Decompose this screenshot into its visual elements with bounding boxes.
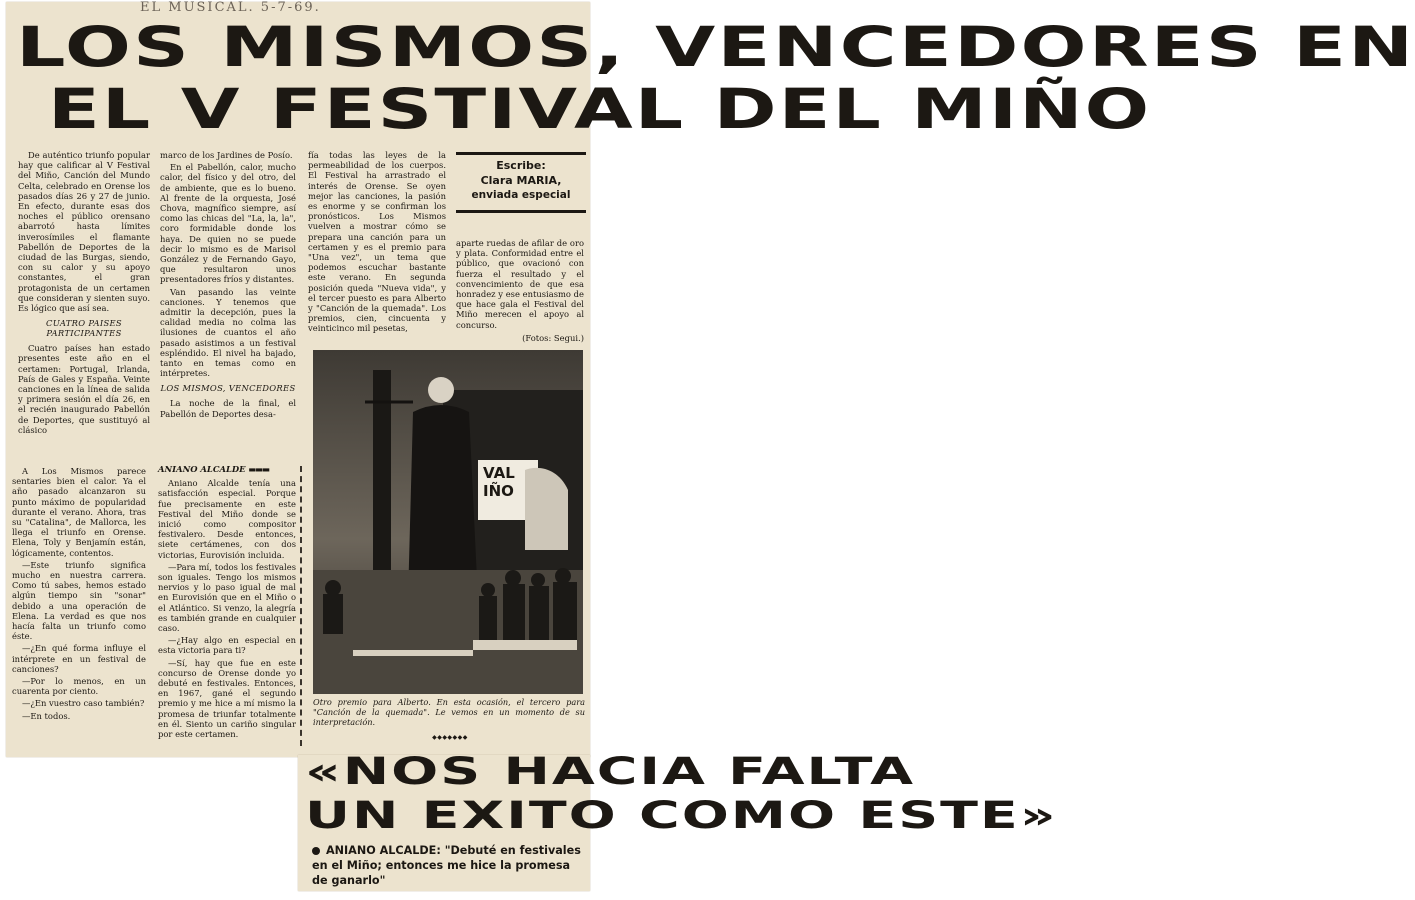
- paragraph: —¿En vuestro caso también?: [22, 698, 145, 709]
- pullquote-text: ANIANO ALCALDE: "Debuté en festivales en el Miño; entonces me hice la promesa de ganarlo": [312, 844, 581, 887]
- paragraph: marco de los Jardines de Posío.: [160, 150, 293, 160]
- handwritten-date-stamp: EL MUSICAL. 5-7-69.: [140, 0, 321, 15]
- paragraph: —¿En qué forma influye el intérprete en un festival de canciones?: [12, 643, 146, 674]
- headline-line1: LOS MISMOS, VENCEDORES EN: [16, 15, 1415, 80]
- paragraph: aparte ruedas de afilar de oro y plata. Conformidad entre el público, que ovacionó con fuerza el resultado y el convencimiento de que esa honradez y ese entusiasmo de que hace gala el Festival del Miño merecen el apoyo al concurso.: [456, 238, 584, 330]
- paragraph: —Este triunfo significa mucho en nuestra carrera. Como tú sabes, hemos estado algún tiempo sin "sonar" debido a una operación de Elena. La verdad es que nos hacía falta un triunfo como éste.: [12, 559, 146, 642]
- quote-headline-line2: UN EXITO COMO ESTE»: [305, 792, 1058, 838]
- paragraph: De auténtico triunfo popular hay que calificar al V Festival del Miño, Canción del Mundo Celta, celebrado en Orense los pasados días 26 y 27 de junio. En efecto, durante esas dos noches el público orensano abarrotó hasta límites inverosímiles el flamante Pabellón de Deportes de la ciudad de las Burgas, siendo, con su calor y su apoyo constantes, el gran protagonista de un certamen que consideran y sienten suyo. Es lógico que así sea.: [18, 150, 150, 314]
- column-2: [160, 150, 296, 421]
- paragraph: —Por lo menos, en un cuarenta por ciento.: [12, 676, 146, 697]
- paragraph: —Sí, hay que fue en este concurso de Orense donde yo debuté en festivales. Entonces, en 1967, gané el segundo premio y me hice a mí mismo la promesa de triunfar totalmente en él. Siento un cariño singular por este certamen.: [158, 657, 296, 740]
- interview-heading: ANIANO ALCALDE ▬▬▬: [158, 464, 270, 474]
- concert-photo: [313, 350, 583, 694]
- photo-sign-text: [483, 464, 535, 500]
- photo-credit: (Fotos: Segui.): [522, 332, 584, 343]
- paragraph: —En todos.: [22, 710, 71, 721]
- bullet-icon: [312, 847, 320, 855]
- headline-line2: EL V FESTIVAL DEL MIÑO: [48, 77, 1152, 142]
- photo-sign-line1: VAL: [483, 464, 515, 482]
- concert-photo-image: [313, 350, 583, 694]
- ornament-divider: ◆◆◆◆◆◆◆: [432, 734, 468, 741]
- interview-column-2: [158, 464, 296, 741]
- pullquote: [312, 843, 588, 888]
- byline-rule-bottom: [456, 210, 586, 213]
- paragraph: —¿Hay algo en especial en esta victoria para ti?: [158, 635, 296, 656]
- column-3: [308, 150, 446, 336]
- column-4: [456, 238, 584, 343]
- paragraph: fía todas las leyes de la permeabilidad de los cuerpos. El Festival ha arrastrado el interés de Orense. Se oyen mejor las canciones, la pasión es enorme y se confirman los pronósticos. Los Mismos vuelven a mostrar cómo se prepara una canción para un certamen y es el premio para "Una vez", un tema que podemos escuchar bastante este verano. En segunda posición queda "Nueva vida", y el tercer puesto es para Alberto y "Canción de la quemada". Los premios, cien, cincuenta y veinticinco mil pesetas,: [308, 150, 446, 334]
- column-1: [18, 150, 150, 437]
- subheading: CUATRO PAISES PARTICIPANTES: [46, 318, 122, 339]
- paragraph: A Los Mismos parece sentaries bien el calor. Ya el año pasado alcanzaron su punto máximo de popularidad durante el verano. Ahora, tras su "Catalina", de Mallorca, les llega el triunfo en Orense. Elena, Toly y Benjamín están, lógicamente, contentos.: [12, 466, 146, 558]
- byline-author: Clara MARIA,: [480, 174, 562, 187]
- column-divider: [300, 466, 302, 746]
- byline-rule-top: [456, 152, 586, 155]
- paragraph: Van pasando las veinte canciones. Y tenemos que admitir la decepción, pues la calidad media no colma las ilusiones de cuantos el año pasado asistimos a un festival espléndido. El nivel ha bajado, tanto en temas como en intérpretes.: [160, 286, 296, 379]
- byline-label: Escribe:: [496, 159, 546, 172]
- paragraph: La noche de la final, el Pabellón de Deportes desa-: [160, 398, 296, 419]
- paragraph: Cuatro países han estado presentes este año en el certamen: Portugal, Irlanda, País de Gales y España. Veinte canciones en la línea de salida y primera sesión el día 26, en el recién inaugurado Pabellón de Deportes, que sustituyó al clásico: [18, 343, 150, 435]
- paragraph: —Para mí, todos los festivales son iguales. Tengo los mismos nervios y lo paso igual de mal en Eurovisión que en el Miño o el Atlántico. Si venzo, la alegría es también grande en cualquier caso.: [158, 561, 296, 634]
- photo-sign-line2: IÑO: [483, 482, 514, 500]
- quote-headline-line1: «NOS HACIA FALTA: [305, 748, 916, 794]
- paragraph: En el Pabellón, calor, mucho calor, del físico y del otro, del de ambiente, que es lo bueno. Al frente de la orquesta, José Chova, magnífico siempre, así como las chicas del "La, la, la", coro formidable donde los haya. De quien no se puede decir lo mismo es de Marisol González y de Fernando Gayo, que resultaron unos presentadores fríos y distantes.: [160, 162, 296, 285]
- interview-column-1: [12, 466, 146, 723]
- interview-heading-text: ANIANO ALCALDE: [158, 464, 246, 474]
- byline-role: enviada especial: [471, 189, 571, 201]
- paragraph: Aniano Alcalde tenía una satisfacción especial. Porque fue precisamente en este Festival del Miño donde se inició como compositor festivalero. Desde entonces, siete certámenes, con dos victorias, Eurovisión incluida.: [158, 478, 296, 560]
- subheading: LOS MISMOS, VENCEDORES: [160, 383, 296, 394]
- byline-box: [456, 158, 586, 203]
- photo-caption: Otro premio para Alberto. En esta ocasión, el tercero para "Canción de la quemada". Le vemos en un momento de su interpretación.: [313, 697, 585, 727]
